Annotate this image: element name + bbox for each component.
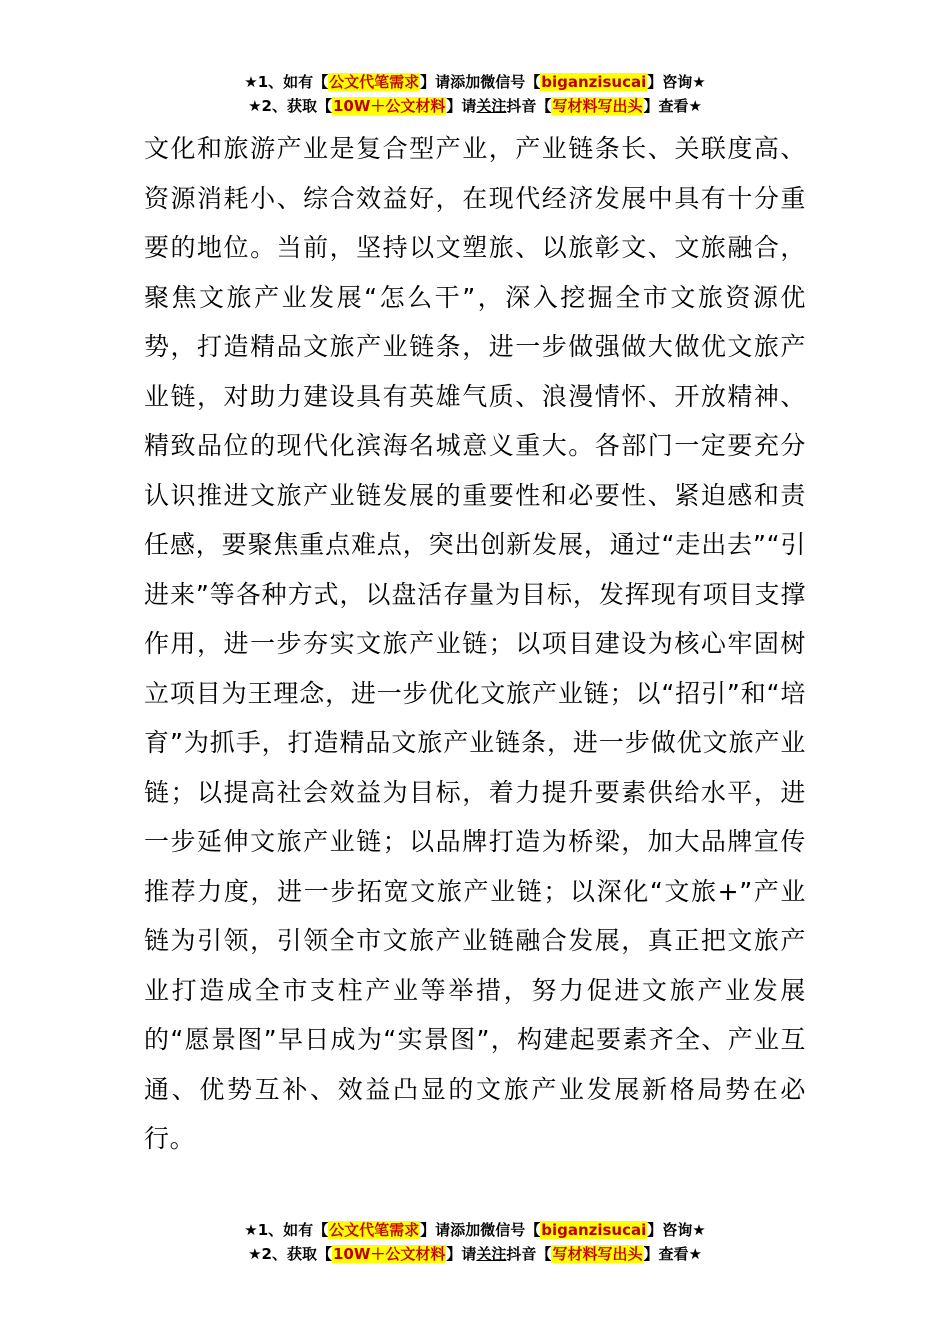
header-line2-mid: 】请	[446, 97, 477, 115]
header-line1-add: 加	[465, 73, 481, 91]
header-line2-prefix: ★2、获取【	[248, 97, 332, 115]
footer-line1-highlight-service: 公文代笔需求	[329, 1221, 420, 1239]
header-line2-follow: 关注	[476, 97, 507, 115]
header-line2-highlight-materials: 10W＋公文材料	[332, 97, 446, 115]
footer-promo-line-2	[0, 1242, 950, 1266]
document-body-paragraph: 文化和旅游产业是复合型产业，产业链条长、关联度高、资源消耗小、综合效益好，在现代经济发展中具有十分重要的地位。当前，坚持以文塑旅、以旅彰文、文旅融合，聚焦文旅产业发展“怎么干”，深入挖掘全市文旅资源优势，打造精品文旅产业链条，进一步做强做大做优文旅产业链，对助力建设具有英雄气质、浪漫情怀、开放精神、精致品位的现代化滨海名城意义重大。各部门一定要充分认识推进文旅产业链发展的重要性和必要性、紧迫感和责任感，要聚焦重点难点，突出创新发展，通过“走出去”“引进来”等各种方式，以盘活存量为目标，发挥现有项目支撑作用，进一步夯实文旅产业链；以项目建设为核心牢固树立项目为王理念，进一步优化文旅产业链；以“招引”和“培育”为抓手，打造精品文旅产业链条，进一步做优文旅产业链；以提高社会效益为目标，着力提升要素供给水平，进一步延伸文旅产业链；以品牌打造为桥梁，加大品牌宣传推荐力度，进一步拓宽文旅产业链；以深化“文旅+”产业链为引领，引领全市文旅产业链融合发展，真正把文旅产业打造成全市支柱产业等举措，努力促进文旅产业发展的“愿景图”早日成为“实景图”，构建起要素齐全、产业互通、优势互补、效益凸显的文旅产业发展新格局势在必行。	[144, 134, 806, 1153]
header-line1-highlight-service: 公文代笔需求	[329, 73, 420, 91]
header-line1-mid: 】请添	[420, 73, 466, 91]
footer-line1-add: 加	[465, 1221, 481, 1239]
footer-line2-mid: 】请	[446, 1245, 477, 1263]
header-promo-line-1	[0, 70, 950, 94]
footer-line1-wechat-label: 微信号【	[480, 1221, 541, 1239]
header-line1-suffix: 】咨询★	[647, 73, 706, 91]
footer-line1-prefix: ★1、如有【	[244, 1221, 329, 1239]
header-line2-douyin-id: 写材料写出头	[552, 97, 643, 115]
footer-line2-douyin-label: 抖音【	[506, 1245, 552, 1263]
footer-line1-mid: 】请添	[420, 1221, 466, 1239]
footer-line1-wechat-id: biganzisucai	[541, 1221, 647, 1239]
header-promo	[0, 70, 950, 118]
header-line2-douyin-label: 抖音【	[506, 97, 552, 115]
footer-promo	[0, 1218, 950, 1266]
footer-line2-follow: 关注	[476, 1245, 507, 1263]
footer-line2-prefix: ★2、获取【	[248, 1245, 332, 1263]
footer-promo-line-1	[0, 1218, 950, 1242]
footer-line1-suffix: 】咨询★	[647, 1221, 706, 1239]
header-line1-wechat-id: biganzisucai	[541, 73, 647, 91]
header-line1-wechat-label: 微信号【	[480, 73, 541, 91]
header-promo-line-2	[0, 94, 950, 118]
header-line2-suffix: 】查看★	[643, 97, 702, 115]
footer-line2-douyin-id: 写材料写出头	[552, 1245, 643, 1263]
header-line1-prefix: ★1、如有【	[244, 73, 329, 91]
footer-line2-highlight-materials: 10W＋公文材料	[332, 1245, 446, 1263]
footer-line2-suffix: 】查看★	[643, 1245, 702, 1263]
